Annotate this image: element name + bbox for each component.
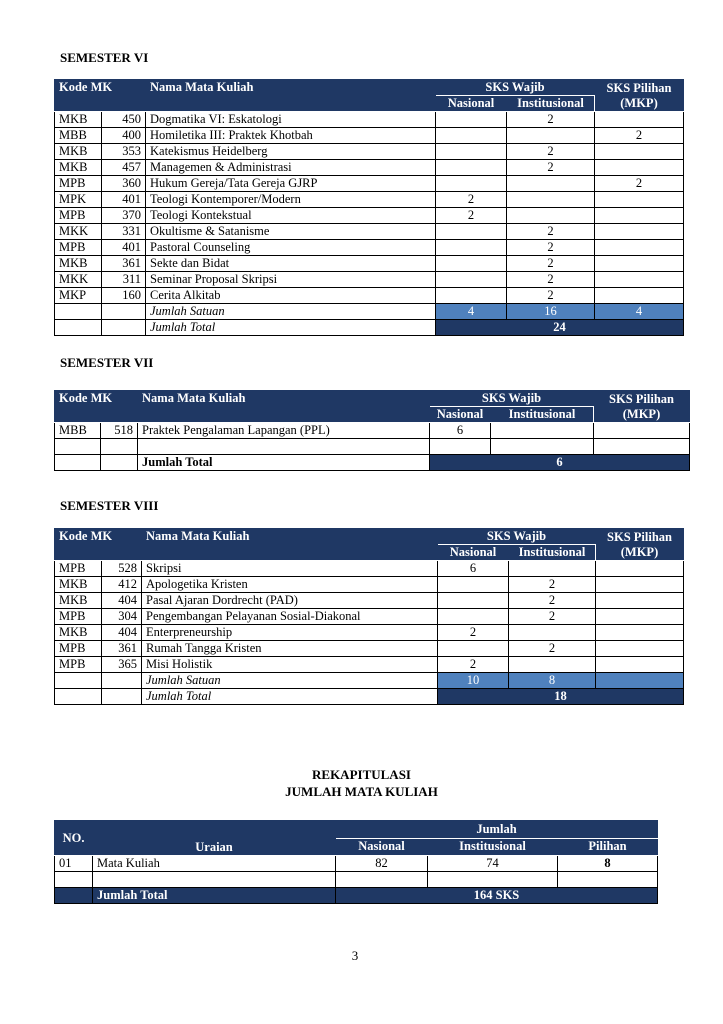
- header-pilihan: Pilihan: [558, 838, 658, 856]
- sks-pilihan: [595, 272, 684, 288]
- course-name: Misi Holistik: [142, 657, 438, 673]
- course-name: Okultisme & Satanisme: [146, 224, 436, 240]
- table-row: [55, 288, 684, 304]
- course-number: 311: [102, 272, 146, 288]
- course-name: Pastoral Counseling: [146, 240, 436, 256]
- recap-subtitle: JUMLAH MATA KULIAH: [285, 784, 438, 799]
- course-prefix: MPB: [55, 176, 102, 192]
- course-prefix: MBB: [55, 128, 102, 144]
- total-value: 164 SKS: [336, 888, 658, 904]
- header-nasional: Nasional: [336, 838, 428, 856]
- sks-institusional: [507, 208, 595, 224]
- total-label: Jumlah Total: [142, 689, 438, 705]
- header-sks-pilihan: SKS Pilihan (MKP): [596, 529, 684, 561]
- header-sks-pilihan: SKS Pilihan (MKP): [594, 391, 690, 423]
- course-prefix: MKK: [55, 272, 102, 288]
- sks-institusional: 2: [507, 224, 595, 240]
- sks-institusional: [507, 128, 595, 144]
- course-name: Managemen & Administrasi: [146, 160, 436, 176]
- course-name: Rumah Tangga Kristen: [142, 641, 438, 657]
- sks-institusional: 2: [509, 593, 596, 609]
- subtotal-label: Jumlah Satuan: [142, 673, 438, 689]
- sks-institusional: 2: [509, 609, 596, 625]
- table-row: [55, 224, 684, 240]
- recap-table: [54, 820, 658, 904]
- table-row: [55, 208, 684, 224]
- sks-nasional: [438, 641, 509, 657]
- header-no: NO.: [55, 821, 93, 856]
- course-prefix: MKB: [55, 577, 102, 593]
- sks-pilihan: [595, 208, 684, 224]
- course-number: 457: [102, 160, 146, 176]
- table-row: [55, 240, 684, 256]
- course-name: Katekismus Heidelberg: [146, 144, 436, 160]
- course-name: Pasal Ajaran Dordrecht (PAD): [142, 593, 438, 609]
- table-row: [55, 272, 684, 288]
- subtotal-pilihan: [596, 673, 684, 689]
- course-name: Sekte dan Bidat: [146, 256, 436, 272]
- course-prefix: MKB: [55, 160, 102, 176]
- sks-institusional: [509, 657, 596, 673]
- course-prefix: MPB: [55, 657, 102, 673]
- sks-nasional: 2: [436, 192, 507, 208]
- sks-nasional: [436, 176, 507, 192]
- header-nasional: Nasional: [438, 545, 509, 561]
- header-sks-wajib: SKS Wajib: [436, 80, 595, 96]
- course-number: 401: [102, 240, 146, 256]
- sks-pilihan: 2: [595, 176, 684, 192]
- header-nasional: Nasional: [436, 96, 507, 112]
- sks-nasional: [436, 144, 507, 160]
- course-name: Hukum Gereja/Tata Gereja GJRP: [146, 176, 436, 192]
- sks-pilihan: [595, 288, 684, 304]
- sks-institusional: 2: [507, 240, 595, 256]
- sks-pilihan: [594, 423, 690, 439]
- course-number: 412: [102, 577, 142, 593]
- course-number: 518: [101, 423, 138, 439]
- course-prefix: MKB: [55, 112, 102, 128]
- sks-institusional: 2: [507, 112, 595, 128]
- sks-pilihan: [595, 192, 684, 208]
- total-row: [55, 689, 684, 705]
- subtotal-institusional: 8: [509, 673, 596, 689]
- semester-vi-title: SEMESTER VI: [60, 50, 149, 65]
- course-number: 331: [102, 224, 146, 240]
- sks-institusional: 2: [509, 641, 596, 657]
- row-institusional: 74: [428, 856, 558, 872]
- course-name: Dogmatika VI: Eskatologi: [146, 112, 436, 128]
- course-number: 400: [102, 128, 146, 144]
- header-sks-wajib: SKS Wajib: [438, 529, 596, 545]
- course-number: 304: [102, 609, 142, 625]
- sks-pilihan: [595, 112, 684, 128]
- semester-viii-title: SEMESTER VIII: [60, 498, 159, 513]
- table-row: [55, 577, 684, 593]
- header-institusional: Institusional: [428, 838, 558, 856]
- recap-title: REKAPITULASI: [312, 767, 411, 782]
- semester-vii-table: [54, 390, 690, 471]
- table-row: [55, 625, 684, 641]
- course-prefix: MPB: [55, 208, 102, 224]
- sks-nasional: 6: [430, 423, 491, 439]
- sks-pilihan: [596, 609, 684, 625]
- total-value: 24: [436, 320, 684, 336]
- course-prefix: MKK: [55, 224, 102, 240]
- subtotal-institusional: 16: [507, 304, 595, 320]
- table-row: [55, 856, 658, 872]
- sks-institusional: [491, 423, 594, 439]
- course-number: 404: [102, 593, 142, 609]
- subtotal-row: [55, 673, 684, 689]
- sks-institusional: [507, 192, 595, 208]
- header-kode-mk: Kode MK: [55, 391, 138, 423]
- total-label: Jumlah Total: [146, 320, 436, 336]
- sks-nasional: [436, 160, 507, 176]
- course-name: Teologi Kontekstual: [146, 208, 436, 224]
- course-prefix: MBB: [55, 423, 101, 439]
- sks-pilihan: [596, 625, 684, 641]
- sks-institusional: 2: [507, 144, 595, 160]
- empty-row: [55, 872, 658, 888]
- header-nama: Nama Mata Kuliah: [138, 391, 430, 423]
- sks-pilihan: [596, 657, 684, 673]
- subtotal-nasional: 10: [438, 673, 509, 689]
- subtotal-pilihan: 4: [595, 304, 684, 320]
- course-prefix: MPB: [55, 561, 102, 577]
- table-row: [55, 423, 690, 439]
- sks-nasional: [438, 609, 509, 625]
- sks-institusional: [507, 176, 595, 192]
- subtotal-row: [55, 304, 684, 320]
- sks-pilihan: [595, 240, 684, 256]
- sks-institusional: 2: [507, 256, 595, 272]
- semester-vi-table: [54, 79, 684, 336]
- sks-pilihan: 2: [595, 128, 684, 144]
- course-name: Praktek Pengalaman Lapangan (PPL): [138, 423, 430, 439]
- course-prefix: MKB: [55, 625, 102, 641]
- course-number: 353: [102, 144, 146, 160]
- course-name: Apologetika Kristen: [142, 577, 438, 593]
- course-prefix: MKP: [55, 288, 102, 304]
- sks-pilihan: [596, 641, 684, 657]
- row-uraian: Mata Kuliah: [93, 856, 336, 872]
- header-institusional: Institusional: [507, 96, 595, 112]
- sks-nasional: [438, 577, 509, 593]
- semester-vii-title: SEMESTER VII: [60, 355, 154, 370]
- course-name: Skripsi: [142, 561, 438, 577]
- sks-institusional: 2: [507, 160, 595, 176]
- sks-institusional: 2: [507, 272, 595, 288]
- table-row: [55, 609, 684, 625]
- course-prefix: MKB: [55, 144, 102, 160]
- sks-pilihan: [596, 577, 684, 593]
- sks-nasional: [436, 112, 507, 128]
- table-row: [55, 192, 684, 208]
- table-row: [55, 144, 684, 160]
- course-name: Cerita Alkitab: [146, 288, 436, 304]
- table-row: [55, 561, 684, 577]
- row-number: 01: [55, 856, 93, 872]
- course-number: 528: [102, 561, 142, 577]
- course-prefix: MKB: [55, 593, 102, 609]
- sks-pilihan: [596, 593, 684, 609]
- table-row: [55, 160, 684, 176]
- table-row: [55, 128, 684, 144]
- table-row: [55, 256, 684, 272]
- sks-pilihan: [596, 561, 684, 577]
- header-nama: Nama Mata Kuliah: [146, 80, 436, 112]
- table-row: [55, 593, 684, 609]
- course-number: 450: [102, 112, 146, 128]
- course-prefix: MPB: [55, 240, 102, 256]
- course-name: Pengembangan Pelayanan Sosial-Diakonal: [142, 609, 438, 625]
- sks-nasional: [436, 128, 507, 144]
- table-row: [55, 657, 684, 673]
- course-number: 361: [102, 256, 146, 272]
- course-prefix: MPK: [55, 192, 102, 208]
- header-sks-wajib: SKS Wajib: [430, 391, 594, 407]
- course-prefix: MPB: [55, 609, 102, 625]
- sks-institusional: [509, 561, 596, 577]
- sks-nasional: [438, 593, 509, 609]
- header-jumlah: Jumlah: [336, 821, 658, 839]
- sks-pilihan: [595, 256, 684, 272]
- header-institusional: Institusional: [509, 545, 596, 561]
- sks-nasional: [436, 256, 507, 272]
- empty-row: [55, 439, 690, 455]
- course-number: 370: [102, 208, 146, 224]
- course-prefix: MKB: [55, 256, 102, 272]
- course-number: 401: [102, 192, 146, 208]
- page-number: 3: [351, 948, 359, 963]
- course-prefix: MPB: [55, 641, 102, 657]
- course-name: Enterpreneurship: [142, 625, 438, 641]
- course-number: 160: [102, 288, 146, 304]
- sks-nasional: [436, 224, 507, 240]
- subtotal-label: Jumlah Satuan: [146, 304, 436, 320]
- course-number: 365: [102, 657, 142, 673]
- sks-pilihan: [595, 224, 684, 240]
- sks-institusional: [509, 625, 596, 641]
- sks-nasional: 6: [438, 561, 509, 577]
- course-name: Seminar Proposal Skripsi: [146, 272, 436, 288]
- sks-nasional: 2: [436, 208, 507, 224]
- header-nasional: Nasional: [430, 407, 491, 423]
- total-value: 18: [438, 689, 684, 705]
- course-name: Homiletika III: Praktek Khotbah: [146, 128, 436, 144]
- sks-pilihan: [595, 144, 684, 160]
- row-pilihan: 8: [558, 856, 658, 872]
- total-row: [55, 320, 684, 336]
- sks-institusional: 2: [509, 577, 596, 593]
- total-row: [55, 455, 690, 471]
- header-institusional: Institusional: [491, 407, 594, 423]
- sks-nasional: [436, 288, 507, 304]
- table-row: [55, 176, 684, 192]
- row-nasional: 82: [336, 856, 428, 872]
- total-row: [55, 888, 658, 904]
- total-label: Jumlah Total: [138, 455, 430, 471]
- total-value: 6: [430, 455, 690, 471]
- table-row: [55, 112, 684, 128]
- header-sks-pilihan: SKS Pilihan (MKP): [595, 80, 684, 112]
- header-kode-mk: Kode MK: [55, 80, 146, 112]
- header-uraian: Uraian: [93, 821, 336, 856]
- sks-pilihan: [595, 160, 684, 176]
- sks-nasional: 2: [438, 657, 509, 673]
- course-number: 360: [102, 176, 146, 192]
- header-kode-mk: Kode MK: [55, 529, 142, 561]
- table-row: [55, 641, 684, 657]
- total-label: Jumlah Total: [93, 888, 336, 904]
- header-nama: Nama Mata Kuliah: [142, 529, 438, 561]
- course-number: 361: [102, 641, 142, 657]
- subtotal-nasional: 4: [436, 304, 507, 320]
- semester-viii-table: [54, 528, 684, 705]
- sks-institusional: 2: [507, 288, 595, 304]
- sks-nasional: 2: [438, 625, 509, 641]
- course-name: Teologi Kontemporer/Modern: [146, 192, 436, 208]
- sks-nasional: [436, 272, 507, 288]
- course-number: 404: [102, 625, 142, 641]
- sks-nasional: [436, 240, 507, 256]
